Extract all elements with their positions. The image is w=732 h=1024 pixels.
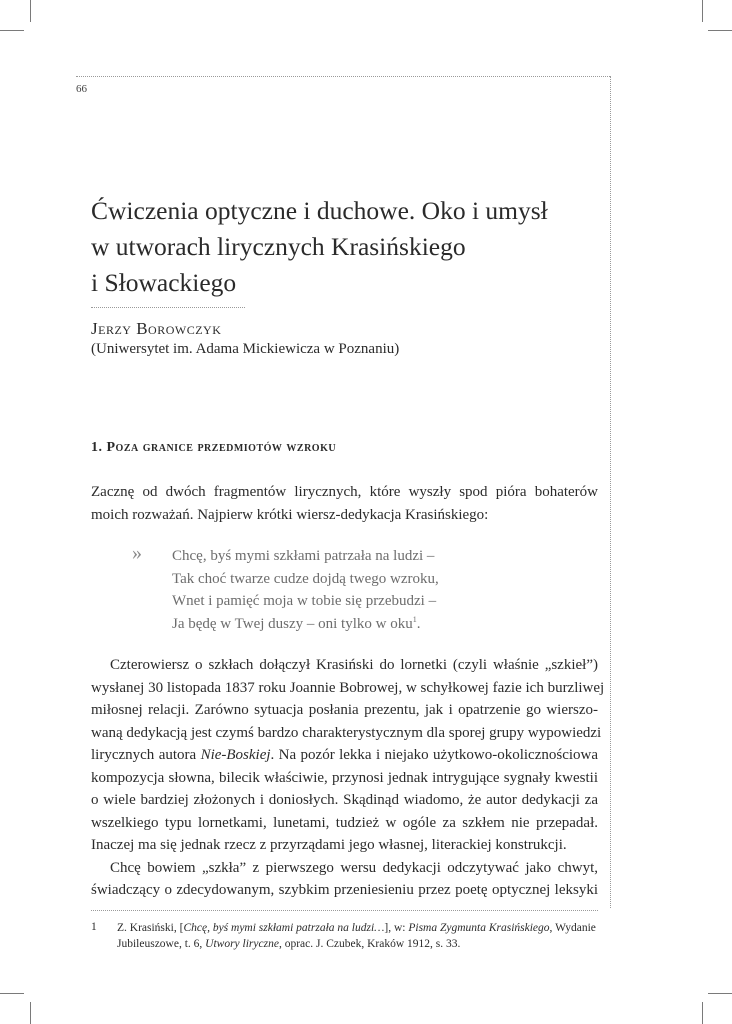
header-rule [76,76,610,77]
text-line: o wiele bardziej złożonych i doniosłych. Skądinąd wiadomo, że autor dedykacji za [91,792,598,808]
section-heading: 1. Poza granice przedmiotów wzroku [91,440,337,455]
crop-mark [30,0,31,22]
footnote-rule [91,910,598,911]
poem-line: Wnet i pamięć moja w tobie się przebudzi – [172,593,437,609]
crop-mark [702,1002,703,1024]
text-line: świadczący o zdecydowanym, szybkim przeniesieniu przez poetę optycznej leksyki [91,882,598,898]
poem-line: Tak choć twarze cudze dojdą twego wzroku, [172,570,439,587]
text-line: Czterowiersz o szkłach dołączył Krasiński do lornetki (czyli właśnie „szkieł”) [110,657,598,673]
article-title [91,193,611,301]
crop-mark [702,0,703,22]
body-paragraph [91,654,605,902]
title-line: i Słowackiego [91,268,237,297]
crop-mark [0,993,24,994]
footnote-ref[interactable]: 1 [412,614,417,624]
author-affiliation: (Uniwersytet im. Adama Mickiewicza w Poznaniu) [91,341,400,357]
text-line: wysłanej 30 listopada 1837 roku Joannie Bobrowej, w schyłkowej fazie ich burzliwej [91,679,605,696]
title-line: Ćwiczenia optyczne i duchowe. Oko i umysł [91,196,548,225]
text-line: Inaczej ma się jednak rzecz z przyrządami jego własnej, literackiej konstrukcji. [91,837,567,853]
quote-mark: » [132,542,142,564]
intro-paragraph [91,481,598,526]
title-line: w utworach lirycznych Krasińskiego [91,232,466,261]
text-line: kompozycja słowna, bilecik właściwie, przynosi jednak intrygujące sygnały kwestii [91,769,598,786]
author-name: Jerzy Borowczyk [91,319,222,338]
page-number: 66 [76,83,87,95]
italic-title: Nie-Boskiej [200,747,271,763]
text-line: waną dedykacją jest czymś bardzo charakterystycznym dla sporej grupy wypowiedzi [91,724,602,741]
footnote-line: Z. Krasiński, [Chcę, byś mymi szkłami patrzała na ludzi…], w: Pisma Zygmunta Krasińskiego, Wydanie [117,922,596,934]
poem-quote [172,545,439,635]
text-line: lirycznych autora Nie-Boskiej. Na pozór lekka i niejako użytkowo-okolicznościowa [91,747,599,763]
footnote-line: Jubileuszowe, t. 6, Utwory liryczne, oprac. J. Czubek, Kraków 1912, s. 33. [117,937,461,950]
text-line: Zacznę od dwóch fragmentów lirycznych, które wyszły spod pióra bohaterów [91,484,598,500]
text-line: moich rozważań. Najpierw krótki wiersz-dedykacja Krasińskiego: [91,506,489,523]
crop-mark [30,1002,31,1024]
poem-line: Ja będę w Twej duszy – oni tylko w oku$^1$. [172,614,421,632]
text-line: Chcę bowiem „szkła” z pierwszego wersu dedykacji odczytywać jako chwyt, [110,859,598,876]
text-line: miłosnej relacji. Zarówno sytuacja posłania prezentu, jak i opatrzenie go wierszo- [91,702,598,718]
footnote-number: 1 [91,921,97,933]
crop-mark [708,30,732,31]
crop-mark [0,30,24,31]
text-line: wszelkiego typu lornetkami, lunetami, tudzież w ogóle za szkłem nie przepadał. [91,814,598,831]
title-rule [91,307,245,308]
crop-mark [708,993,732,994]
poem-line: Chcę, byś mymi szkłami patrzała na ludzi – [172,548,435,564]
footnote-text [117,921,598,952]
